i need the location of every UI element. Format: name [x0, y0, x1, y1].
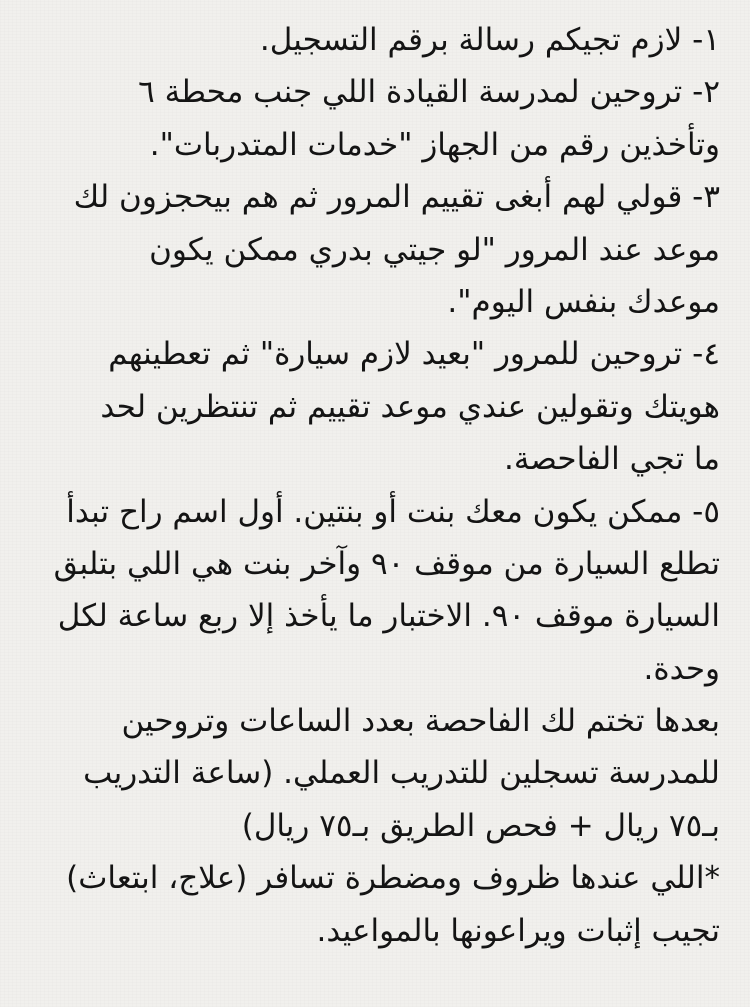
note-line-3: وتأخذين رقم من الجهاز "خدمات المتدربات". — [149, 126, 720, 163]
note-line-15: للمدرسة تسجلين للتدريب العملي. (ساعة التدريب — [83, 755, 720, 792]
note-line-2: ٢- تروحين لمدرسة القيادة اللي جنب محطة ٦ — [138, 74, 720, 111]
note-line-7: ٤- تروحين للمرور "بعيد لازم سيارة" ثم تعطينهم — [108, 336, 720, 373]
note-line-13: وحدة. — [643, 650, 720, 687]
note-line-12: السيارة موقف ٩٠. الاختبار ما يأخذ إلا ربع ساعة لكل — [57, 598, 720, 635]
note-line-18: تجيب إثبات ويراعونها بالمواعيد. — [316, 912, 720, 949]
note-line-10: ٥- ممكن يكون معك بنت أو بنتين. أول اسم راح تبدأ — [66, 493, 720, 530]
note-line-14: بعدها تختم لك الفاحصة بعدد الساعات وتروحين — [121, 703, 720, 740]
note-line-8: هويتك وتقولين عندي موعد تقييم ثم تنتظرين لحد — [100, 388, 720, 425]
note-line-16: بـ٧٥ ريال + فحص الطريق بـ٧٥ ريال) — [241, 807, 720, 844]
note-line-6: موعدك بنفس اليوم". — [447, 283, 720, 320]
note-line-9: ما تجي الفاحصة. — [504, 441, 720, 478]
note-line-5: موعد عند المرور "لو جيتي بدري ممكن يكون — [149, 231, 720, 268]
note-line-11: تطلع السيارة من موقف ٩٠ وآخر بنت هي اللي بتلبق — [53, 545, 720, 582]
note-line-1: ١- لازم تجيكم رسالة برقم التسجيل. — [259, 22, 720, 58]
note-line-4: ٣- قولي لهم أبغى تقييم المرور ثم هم بيحجزون لك — [73, 179, 720, 216]
note-line-17: *اللي عندها ظروف ومضطرة تسافر (علاج، ابتعاث) — [66, 860, 720, 897]
note-text — [20, 14, 720, 957]
